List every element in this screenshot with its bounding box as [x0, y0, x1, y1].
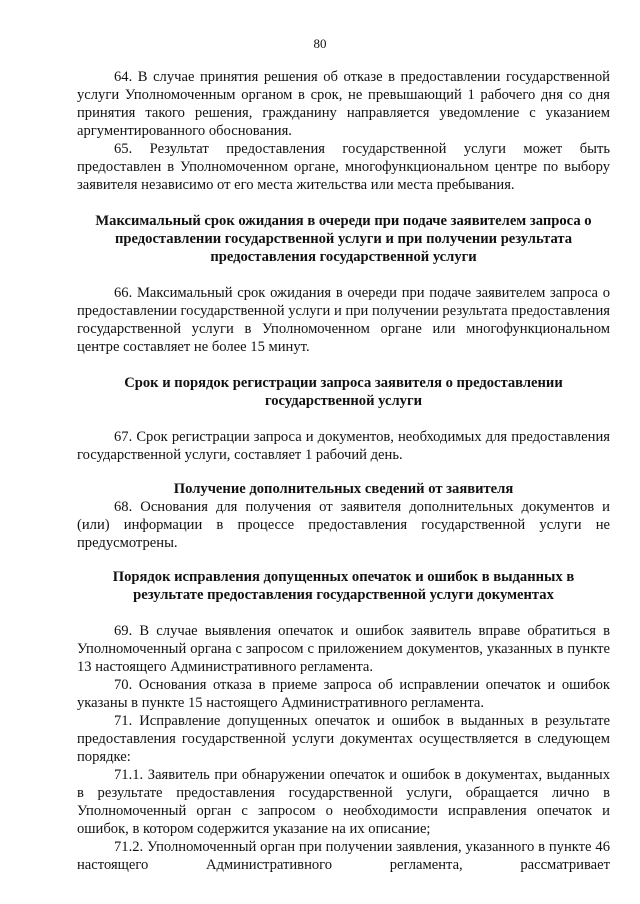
- page-number: 80: [313, 36, 327, 51]
- paragraph-71: 71. Исправление допущенных опечаток и ошибок в выданных в результате предоставления государственной услуги документах осуществляется в следующем порядке:: [77, 713, 610, 765]
- paragraph-69: 69. В случае выявления опечаток и ошибок заявитель вправе обратиться в Уполномоченный органа с запросом с приложением документов, указанных в пункте 13 настоящего Административного регламента.: [77, 623, 610, 675]
- document-body: [77, 68, 610, 892]
- section-heading-registration: Срок и порядок регистрации запроса заявителя о предоставлении государственной услуги: [124, 375, 563, 409]
- paragraph-64: 64. В случае принятия решения об отказе в предоставлении государственной услуги Уполномоченным органом в срок, не превышающий 1 рабочего дня со дня принятия такого решения, гражданину направляется уведомление с указанием аргументированного обоснования.: [77, 69, 610, 139]
- paragraph-67: 67. Срок регистрации запроса и документов, необходимых для предоставления государственной услуги, составляет 1 рабочий день.: [77, 429, 610, 463]
- paragraph-66: 66. Максимальный срок ожидания в очереди при подаче заявителем запроса о предоставлении государственной услуги и при получении результата предоставления государственной услуги в Уполномоченном органе или многофункциональном центре составляет не более 15 минут.: [77, 285, 610, 355]
- paragraph-68: 68. Основания для получения от заявителя дополнительных документов и (или) информации в процессе предоставления государственной услуги не предусмотрены.: [77, 499, 610, 551]
- paragraph-70: 70. Основания отказа в приеме запроса об исправлении опечаток и ошибок указаны в пункте 15 настоящего Административного регламента.: [77, 677, 610, 711]
- paragraph-71-2: 71.2. Уполномоченный орган при получении заявления, указанного в пункте 46 настоящего Административного регламента, рассматривает: [77, 839, 610, 873]
- paragraph-65: 65. Результат предоставления государственной услуги может быть предоставлен в Уполномоченном органе, многофункциональном центре по выбору заявителя независимо от его места жительства или места пребывания.: [77, 141, 610, 193]
- section-heading-additional-info: Получение дополнительных сведений от заявителя: [173, 481, 514, 497]
- paragraph-71-1: 71.1. Заявитель при обнаружении опечаток и ошибок в документах, выданных в результате предоставления государственной услуги, обращается лично в Уполномоченный орган с запросом о необходимости исправления опечаток и ошибок, в котором содержится указание на их описание;: [77, 767, 610, 837]
- section-heading-corrections: Порядок исправления допущенных опечаток и ошибок в выданных в результате предоставления государственной услуги документах: [112, 569, 575, 603]
- section-heading-queue-time: Максимальный срок ожидания в очереди при подаче заявителем запроса о предоставлении государственной услуги и при получении результата предоставления государственной услуги: [95, 213, 592, 265]
